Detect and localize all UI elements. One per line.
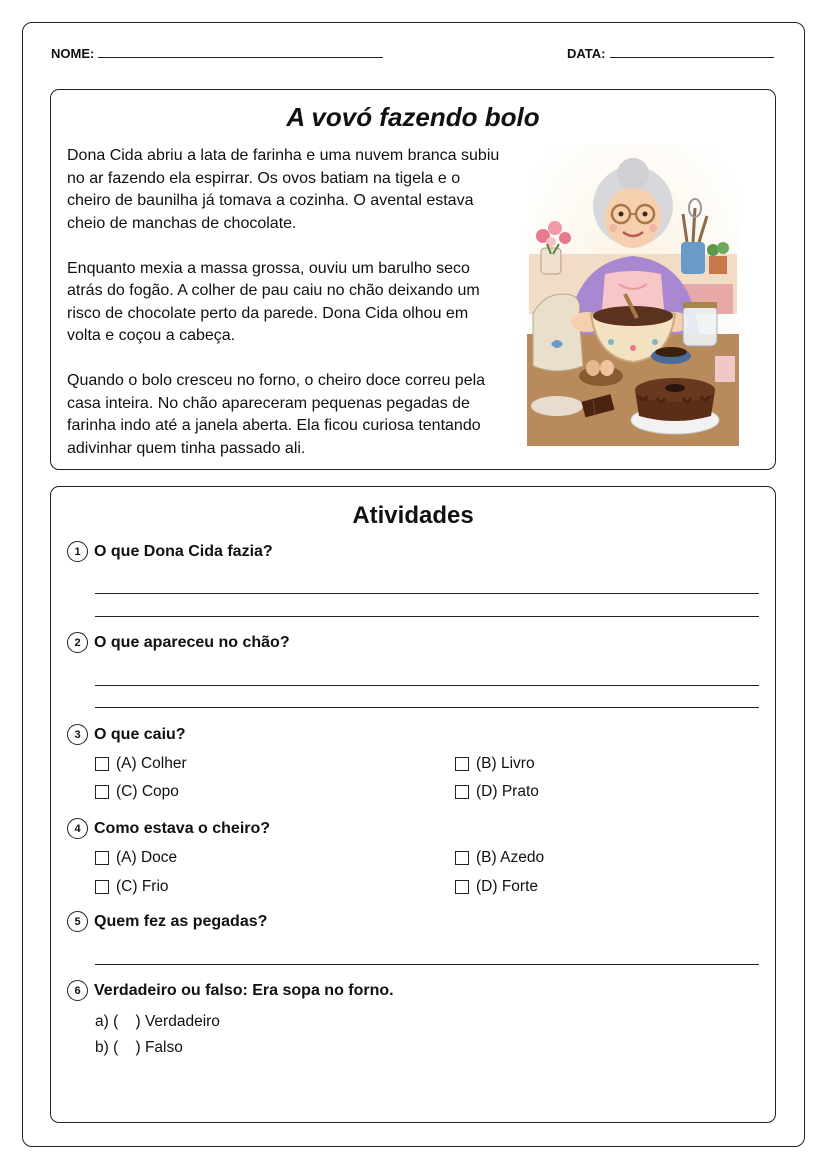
option-label: (B) Azedo: [476, 849, 545, 866]
question-number-2: 2: [67, 632, 88, 653]
grandma-baking-illustration-icon: [527, 144, 739, 446]
option-d[interactable]: [455, 783, 539, 801]
story-box: [50, 89, 776, 470]
question-text-6: Verdadeiro ou falso: Era sopa no forno.: [94, 981, 394, 999]
question-4: [67, 818, 270, 839]
date-label: DATA:: [567, 46, 606, 61]
question-5: [67, 911, 267, 932]
question-2: [67, 632, 290, 653]
date-line[interactable]: [610, 46, 774, 58]
story-text: [67, 145, 503, 483]
option-label: (C) Frio: [116, 878, 169, 895]
option-label: (C) Copo: [116, 783, 179, 800]
checkbox[interactable]: [95, 851, 109, 865]
story-title: A vovó fazendo bolo: [286, 102, 540, 132]
false-option[interactable]: b) ( ) Falso: [95, 1039, 183, 1056]
option-a[interactable]: [95, 755, 187, 773]
option-label: (A) Colher: [116, 755, 187, 772]
option-label: (D) Prato: [476, 783, 539, 800]
option-c[interactable]: [95, 783, 179, 801]
answer-line[interactable]: [95, 685, 759, 686]
story-paragraph-1: Dona Cida abriu a lata de farinha e uma nuvem branca subiu no ar fazendo ela espirrar. Os ovos batiam na tigela e o cheiro de baunilha já tomava a cozinha. O avental estava cheio de manchas de chocolate.: [67, 147, 500, 232]
question-text-1: O que Dona Cida fazia?: [94, 542, 273, 560]
name-label: NOME:: [51, 46, 95, 61]
date-field[interactable]: [567, 46, 774, 61]
question-text-2: O que apareceu no chão?: [94, 633, 290, 651]
question-text-3: O que caiu?: [94, 725, 186, 743]
option-label: (B) Livro: [476, 755, 535, 772]
question-number-1: 1: [67, 541, 88, 562]
question-number-4: 4: [67, 818, 88, 839]
checkbox[interactable]: [455, 785, 469, 799]
checkbox[interactable]: [95, 757, 109, 771]
checkbox[interactable]: [95, 785, 109, 799]
answer-line[interactable]: [95, 964, 759, 965]
story-paragraph-2: Enquanto mexia a massa grossa, ouviu um barulho seco atrás do fogão. A colher de pau caiu no chão deixando um risco de chocolate perto da parede. Dona Cida olhou em volta e coçou a cabeça.: [67, 259, 480, 344]
option-c[interactable]: [95, 878, 169, 896]
question-number-6: 6: [67, 980, 88, 1001]
question-1: [67, 541, 273, 562]
activities-title: Atividades: [352, 502, 474, 529]
option-d[interactable]: [455, 878, 538, 896]
answer-line[interactable]: [95, 707, 759, 708]
option-label: (D) Forte: [476, 878, 538, 895]
name-line[interactable]: [98, 46, 383, 58]
option-a[interactable]: [95, 849, 177, 867]
option-b[interactable]: [455, 755, 535, 773]
question-3: [67, 724, 186, 745]
name-field[interactable]: [51, 46, 383, 61]
option-label: (A) Doce: [116, 849, 178, 866]
option-b[interactable]: [455, 849, 544, 867]
story-paragraph-3: Quando o bolo cresceu no forno, o cheiro doce correu pela casa inteira. No chão apareceram pequenas pegadas de farinha indo até a janela aberta. Ela ficou curiosa tentando adivinhar quem tinha passado ali.: [67, 372, 486, 457]
question-number-5: 5: [67, 911, 88, 932]
activities-box: [50, 486, 776, 1123]
question-number-3: 3: [67, 724, 88, 745]
checkbox[interactable]: [455, 851, 469, 865]
checkbox[interactable]: [455, 757, 469, 771]
question-6: [67, 980, 394, 1001]
checkbox[interactable]: [95, 880, 109, 894]
answer-line[interactable]: [95, 593, 759, 594]
question-text-4: Como estava o cheiro?: [94, 819, 271, 837]
answer-line[interactable]: [95, 616, 759, 617]
true-option[interactable]: a) ( ) Verdadeiro: [95, 1013, 220, 1030]
question-text-5: Quem fez as pegadas?: [94, 912, 268, 930]
checkbox[interactable]: [455, 880, 469, 894]
